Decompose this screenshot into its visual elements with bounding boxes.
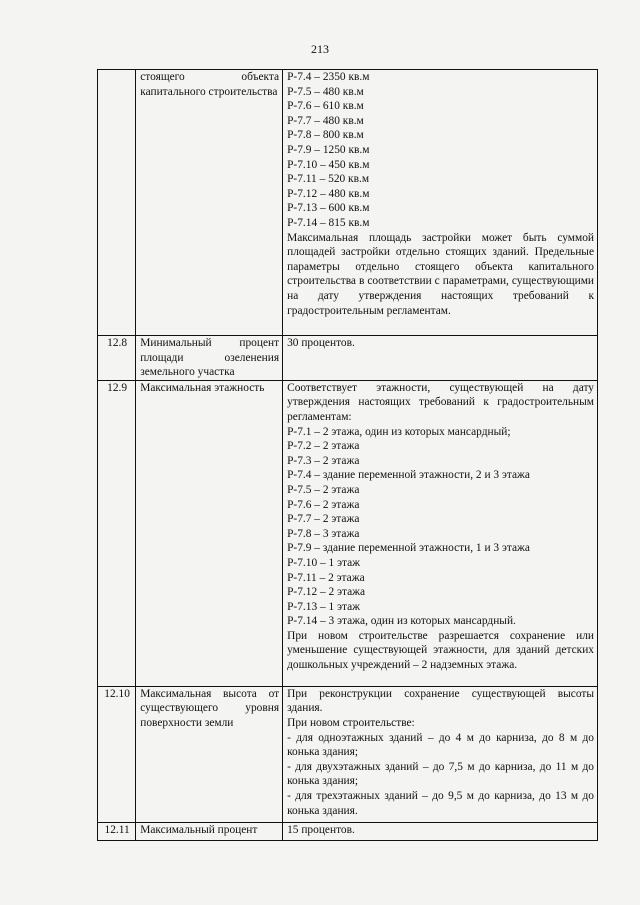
value-line: Р-7.4 – 2350 кв.м xyxy=(287,71,370,83)
value-line: Р-7.7 – 480 кв.м xyxy=(287,114,364,127)
value-line: Р-7.5 – 480 кв.м xyxy=(287,85,364,98)
value-line: 30 процентов. xyxy=(287,337,355,349)
value-line: Р-7.13 – 1 этаж xyxy=(287,600,361,613)
value-paragraph: При новом строительстве: xyxy=(287,716,415,729)
value-paragraph: - для одноэтажных зданий – до 4 м до карниза, до 8 м до конька здания; xyxy=(287,731,594,759)
value-line: Р-7.2 – 2 этажа xyxy=(287,440,360,453)
table-row xyxy=(98,822,598,840)
parameter-value xyxy=(283,380,598,686)
parameter-name: Максимальный процент xyxy=(136,822,283,840)
table-row xyxy=(98,70,598,336)
value-line: Р-7.7 – 2 этажа xyxy=(287,513,360,526)
parameter-name: Максимальная этажность xyxy=(136,380,283,686)
value-line: Р-7.14 – 3 этажа, один из которых мансардный. xyxy=(287,615,516,628)
value-paragraph: - для трехэтажных зданий – до 9,5 м до карниза, до 13 м до конька здания. xyxy=(287,789,594,817)
table-row xyxy=(98,336,598,381)
table-row xyxy=(98,686,598,822)
value-line: Р-7.12 – 480 кв.м xyxy=(287,187,370,200)
value-paragraph: Соответствует этажности, существующей на дату утверждения настоящих требований к градостроительным регламентам: xyxy=(287,381,594,423)
row-number: 12.11 xyxy=(98,822,136,840)
parameter-name: Минимальный процент площади озеленения земельного участка xyxy=(136,336,283,381)
value-line: Р-7.11 – 520 кв.м xyxy=(287,173,370,186)
parameter-value xyxy=(283,686,598,822)
value-line: Р-7.14 – 815 кв.м xyxy=(287,216,370,229)
value-paragraph: Максимальная площадь застройки может быть суммой площадей застройки отдельно стоящих зданий. Предельные параметры отдельно стоящего объекта капитального строительства в соответствии с параметрами, существующими на дату утверждения настоящих требований к градостроительным регламентам. xyxy=(287,231,594,317)
value-line: Р-7.10 – 1 этаж xyxy=(287,556,361,569)
value-line: Р-7.1 – 2 этажа, один из которых мансардный; xyxy=(287,425,511,438)
value-line: Р-7.6 – 610 кв.м xyxy=(287,100,364,113)
value-paragraph: При реконструкции сохранение существующей высоты здания. xyxy=(287,687,594,715)
value-paragraph: При новом строительстве разрешается сохранение или уменьшение существующей этажности, для зданий детских дошкольных учреждений – 2 надземных этажа. xyxy=(287,629,594,672)
parameter-value xyxy=(283,822,598,840)
value-paragraph: - для двухэтажных зданий – до 7,5 м до карниза, до 11 м до конька здания; xyxy=(287,760,594,788)
value-line: Р-7.9 – 1250 кв.м xyxy=(287,143,370,156)
value-line: Р-7.10 – 450 кв.м xyxy=(287,158,370,171)
row-number: 12.9 xyxy=(98,380,136,686)
value-line: Р-7.3 – 2 этажа xyxy=(287,454,360,467)
value-line: Р-7.5 – 2 этажа xyxy=(287,483,360,496)
value-line: Р-7.13 – 600 кв.м xyxy=(287,202,370,215)
parameter-value xyxy=(283,70,598,336)
value-line: Р-7.12 – 2 этажа xyxy=(287,586,366,599)
row-number: 12.10 xyxy=(98,686,136,822)
parameter-name: Максимальная высота от существующего уровня поверхности земли xyxy=(136,686,283,822)
row-number: 12.8 xyxy=(98,336,136,381)
value-line: Р-7.8 – 800 кв.м xyxy=(287,129,364,142)
value-line: Р-7.6 – 2 этажа xyxy=(287,498,360,511)
regulations-table xyxy=(97,69,598,841)
parameter-name: стоящего объекта капитального строительства xyxy=(136,70,283,336)
value-line: Р-7.8 – 3 этажа xyxy=(287,527,360,540)
value-line: Р-7.11 – 2 этажа xyxy=(287,571,365,584)
table-row xyxy=(98,380,598,686)
parameter-value xyxy=(283,336,598,381)
value-line: 15 процентов. xyxy=(287,823,355,836)
page-number: 213 xyxy=(311,42,329,56)
row-number xyxy=(98,70,136,336)
value-line: Р-7.4 – здание переменной этажности, 2 и 3 этажа xyxy=(287,469,530,482)
value-line: Р-7.9 – здание переменной этажности, 1 и 3 этажа xyxy=(287,542,530,555)
